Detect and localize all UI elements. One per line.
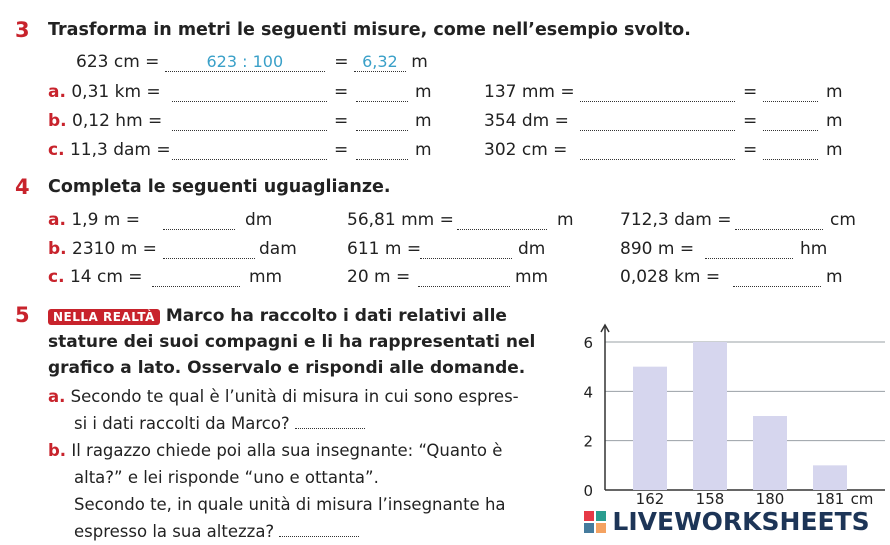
example-equals: = xyxy=(334,52,349,72)
ex3-row-1-blank-4[interactable] xyxy=(763,116,818,131)
bar-180 xyxy=(753,416,787,490)
ex4-row-1-blank-1[interactable] xyxy=(163,244,255,259)
ex3-row-0-blank-1[interactable] xyxy=(172,87,327,102)
exercise-5-number: 5 xyxy=(15,303,30,327)
ex3-row-1-right: 354 dm = xyxy=(484,111,569,131)
ex3-row-2-equals-left: = xyxy=(334,140,349,160)
y-tick-label-0: 0 xyxy=(583,482,593,500)
ex4-row-2-blank-2[interactable] xyxy=(418,272,510,287)
question-b-line-3: Secondo te, in quale unità di misura l’insegnante ha xyxy=(74,495,506,514)
ex3-row-0-left: a. 0,31 km = xyxy=(48,82,161,102)
ex3-row-1-unit-right: m xyxy=(826,111,843,131)
ex4-row-0-col-3: 712,3 dam = xyxy=(620,210,732,230)
ex3-row-0-right: 137 mm = xyxy=(484,82,575,102)
y-tick-label-6: 6 xyxy=(583,334,593,352)
ex4-row-1-blank-3[interactable] xyxy=(705,244,793,259)
bar-158 xyxy=(693,342,727,490)
ex4-row-2-col-2: 20 m = xyxy=(347,267,411,287)
ex4-row-0-unit-1: dm xyxy=(245,210,273,230)
ex4-row-1-unit-1: dam xyxy=(259,239,297,259)
ex3-row-0-unit-left: m xyxy=(415,82,432,102)
question-a-line-2: si i dati raccolti da Marco? xyxy=(74,410,365,437)
ex3-row-2-left: c. 11,3 dam = xyxy=(48,140,171,160)
ex3-row-0-blank-2[interactable] xyxy=(356,87,408,102)
x-tick-label-180: 180 xyxy=(755,490,785,508)
ex3-row-1-left: b. 0,12 hm = xyxy=(48,111,163,131)
ex4-row-1-col-1: b. 2310 m = xyxy=(48,239,157,259)
ex4-row-1-unit-2: dm xyxy=(518,239,546,259)
ex3-row-2-right: 302 cm = xyxy=(484,140,568,160)
x-tick-label-162: 162 xyxy=(635,490,665,508)
x-tick-label-181: 181 xyxy=(815,490,845,508)
ex4-row-0-unit-2: m xyxy=(557,210,574,230)
ex4-row-2-unit-2: mm xyxy=(515,267,549,287)
question-b-line-2: alta?” e lei risponde “uno e ottanta”. xyxy=(74,468,379,487)
ex3-row-0-equals-left: = xyxy=(334,82,349,102)
x-tick-label-158: 158 xyxy=(695,490,725,508)
ex3-row-2-blank-3[interactable] xyxy=(580,145,735,160)
exercise-3-example xyxy=(76,52,428,72)
ex4-row-0-blank-2[interactable] xyxy=(457,215,547,230)
ex3-row-2-unit-right: m xyxy=(826,140,843,160)
ex4-row-0-blank-3[interactable] xyxy=(735,215,823,230)
ex4-row-1-blank-2[interactable] xyxy=(420,244,512,259)
liveworksheets-logo-icon xyxy=(583,510,607,534)
ex3-row-2-unit-left: m xyxy=(415,140,432,160)
ex3-row-1-blank-2[interactable] xyxy=(356,116,408,131)
ex4-row-0-unit-3: cm xyxy=(830,210,856,230)
bar-181 xyxy=(813,465,847,490)
x-axis-unit-label: cm xyxy=(850,490,874,508)
ex4-row-2-col-1: c. 14 cm = xyxy=(48,267,143,287)
question-a-answer-blank[interactable] xyxy=(295,414,365,429)
bar-162 xyxy=(633,367,667,490)
ex3-row-2-equals-right: = xyxy=(743,140,758,160)
y-tick-label-4: 4 xyxy=(583,383,593,402)
ex4-row-1-col-3: 890 m = xyxy=(620,239,695,259)
ex3-row-1-equals-right: = xyxy=(743,111,758,131)
ex4-row-2-blank-1[interactable] xyxy=(152,272,240,287)
exercise-5-intro-line-3: grafico a lato. Osservalo e rispondi alle domande. xyxy=(48,358,526,378)
exercise-4-number: 4 xyxy=(15,175,30,199)
example-answer-1: 623 : 100 xyxy=(165,52,325,72)
question-b-line-4: espresso la sua altezza? xyxy=(74,518,359,545)
ex4-row-0-blank-1[interactable] xyxy=(163,215,235,230)
question-b-line-1: b. Il ragazzo chiede poi alla sua insegnante: “Quanto è xyxy=(48,441,503,460)
ex4-row-2-unit-3: m xyxy=(826,267,843,287)
y-tick-label-2: 2 xyxy=(583,432,593,451)
ex3-row-1-blank-1[interactable] xyxy=(172,116,327,131)
question-a-line-1: a. Secondo te qual è l’unità di misura in cui sono espres- xyxy=(48,387,519,406)
question-b-answer-blank[interactable] xyxy=(279,522,359,537)
ex3-row-2-blank-2[interactable] xyxy=(356,145,408,160)
ex3-row-1-equals-left: = xyxy=(334,111,349,131)
ex4-row-0-col-2: 56,81 mm = xyxy=(347,210,454,230)
ex3-row-2-blank-4[interactable] xyxy=(763,145,818,160)
ex4-row-1-unit-3: hm xyxy=(800,239,828,259)
exercise-5-intro-line-2: stature dei suoi compagni e li ha rappresentati nel xyxy=(48,332,536,352)
exercise-4-title: Completa le seguenti uguaglianze. xyxy=(48,177,391,197)
exercise-3-title: Trasforma in metri le seguenti misure, come nell’esempio svolto. xyxy=(48,20,691,40)
ex3-row-0-blank-4[interactable] xyxy=(763,87,818,102)
ex3-row-2-blank-1[interactable] xyxy=(172,145,327,160)
exercise-5-intro-line-1: NELLA REALTÀ Marco ha raccolto i dati relativi alle xyxy=(48,303,507,330)
example-unit: m xyxy=(411,52,428,72)
ex3-row-1-blank-3[interactable] xyxy=(580,116,735,131)
ex4-row-2-unit-1: mm xyxy=(249,267,283,287)
ex3-row-1-unit-left: m xyxy=(415,111,432,131)
liveworksheets-logo-text: LIVEWORKSHEETS xyxy=(612,507,870,536)
ex4-row-1-col-2: 611 m = xyxy=(347,239,422,259)
ex3-row-0-blank-3[interactable] xyxy=(580,87,735,102)
ex3-row-0-equals-right: = xyxy=(743,82,758,102)
example-lhs: 623 cm = xyxy=(76,52,160,72)
example-answer-2: 6,32 xyxy=(354,52,406,72)
ex3-row-0-unit-right: m xyxy=(826,82,843,102)
ex4-row-2-blank-3[interactable] xyxy=(733,272,821,287)
ex4-row-0-col-1: a. 1,9 m = xyxy=(48,210,140,230)
liveworksheets-logo xyxy=(583,507,870,536)
height-bar-chart xyxy=(560,315,890,510)
ex4-row-2-col-3: 0,028 km = xyxy=(620,267,721,287)
nella-realta-badge: NELLA REALTÀ xyxy=(48,309,160,325)
exercise-3-number: 3 xyxy=(15,18,30,42)
